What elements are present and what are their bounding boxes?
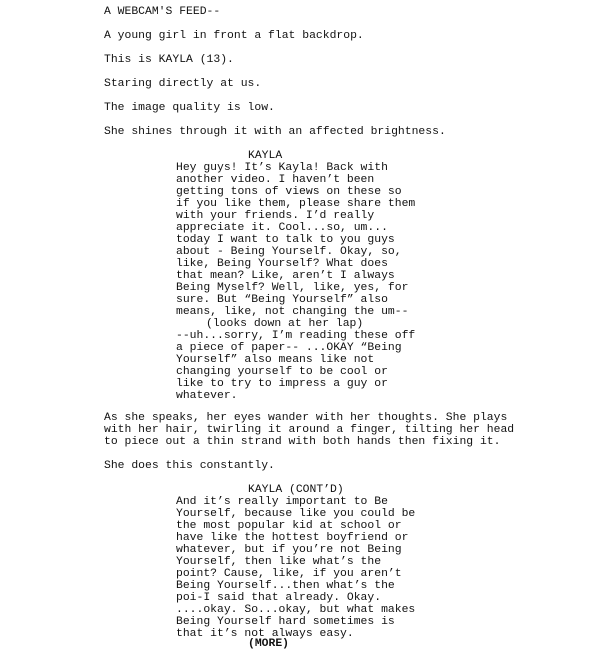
dialogue-line: like to try to impress a guy or — [176, 378, 388, 390]
dialogue-line: sure. But “Being Yourself” also — [176, 294, 388, 306]
character-cue: KAYLA — [248, 150, 283, 162]
dialogue-line: And it’s really important to Be — [176, 496, 388, 508]
dialogue-line: another video. I haven’t been — [176, 174, 375, 186]
action-line: A WEBCAM'S FEED-- — [104, 6, 221, 18]
dialogue-line: that mean? Like, aren’t I always — [176, 270, 395, 282]
action-line: She shines through it with an affected brightness. — [104, 126, 446, 138]
dialogue-line: means, like, not changing the um-- — [176, 306, 409, 318]
dialogue-line: changing yourself to be cool or — [176, 366, 388, 378]
dialogue-line: whatever. — [176, 390, 238, 402]
dialogue-line: that it’s not always easy. — [176, 628, 354, 640]
dialogue-line: a piece of paper-- ...OKAY “Being — [176, 342, 402, 354]
dialogue-line: Being Yourself hard sometimes is — [176, 616, 395, 628]
dialogue-line: about - Being Yourself. Okay, so, — [176, 246, 402, 258]
dialogue-line: Hey guys! It’s Kayla! Back with — [176, 162, 388, 174]
dialogue-line: Being Yourself...then what’s the — [176, 580, 395, 592]
action-line: This is KAYLA (13). — [104, 54, 234, 66]
dialogue-line: today I want to talk to you guys — [176, 234, 395, 246]
action-line: She does this constantly. — [104, 460, 275, 472]
action-line: Staring directly at us. — [104, 78, 262, 90]
action-line: A young girl in front a flat backdrop. — [104, 30, 364, 42]
dialogue-line: Yourself, because like you could be — [176, 508, 416, 520]
dialogue-line: with your friends. I’d really — [176, 210, 375, 222]
dialogue-line: Being Myself? Well, like, yes, for — [176, 282, 409, 294]
dialogue-line: like, Being Yourself? What does — [176, 258, 388, 270]
dialogue-line: --uh...sorry, I’m reading these off — [176, 330, 416, 342]
dialogue-line: the most popular kid at school or — [176, 520, 402, 532]
action-line: to piece out a thin strand with both hands then fixing it. — [104, 436, 501, 448]
dialogue-line: if you like them, please share them — [176, 198, 416, 210]
dialogue-line: Yourself, then like what’s the — [176, 556, 382, 568]
more-marker: (MORE) — [248, 638, 290, 650]
dialogue-line: appreciate it. Cool...so, um... — [176, 222, 388, 234]
dialogue-line: point? Cause, like, if you aren’t — [176, 568, 402, 580]
dialogue-line: whatever, but if you’re not Being — [176, 544, 402, 556]
dialogue-line: Yourself” also means like not — [176, 354, 375, 366]
parenthetical: (looks down at her lap) — [206, 318, 364, 330]
character-cue: KAYLA (CONT’D) — [248, 484, 344, 496]
dialogue-line: getting tons of views on these so — [176, 186, 402, 198]
action-line: As she speaks, her eyes wander with her thoughts. She plays — [104, 412, 508, 424]
dialogue-line: ....okay. So...okay, but what makes — [176, 604, 416, 616]
action-line: with her hair, twirling it around a finger, tilting her head — [104, 424, 515, 436]
action-line: The image quality is low. — [104, 102, 275, 114]
dialogue-line: poi-I said that already. Okay. — [176, 592, 382, 604]
dialogue-line: have like the hottest boyfriend or — [176, 532, 409, 544]
